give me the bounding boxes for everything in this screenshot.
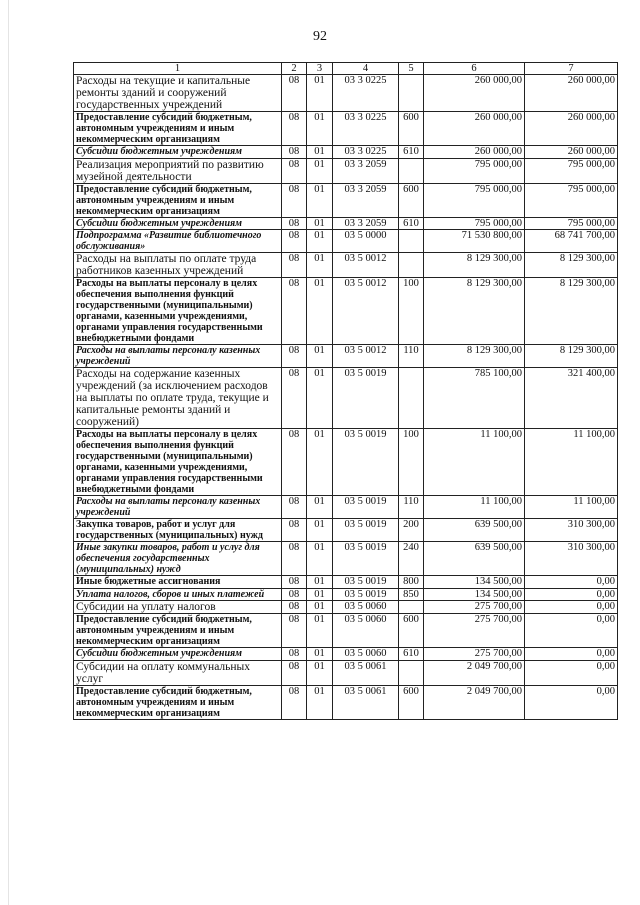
row-amount-year-2: 260 000,00 bbox=[525, 146, 618, 159]
row-amount-year-2: 795 000,00 bbox=[525, 217, 618, 230]
row-target-code: 03 5 0019 bbox=[333, 576, 399, 589]
row-target-code: 03 5 0019 bbox=[333, 368, 399, 429]
row-subsection: 01 bbox=[307, 368, 333, 429]
row-amount-year-2: 321 400,00 bbox=[525, 368, 618, 429]
row-amount-year-2: 0,00 bbox=[525, 660, 618, 685]
row-subsection: 01 bbox=[307, 576, 333, 589]
row-amount-year-1: 795 000,00 bbox=[424, 183, 525, 217]
row-expense-type: 600 bbox=[399, 685, 424, 719]
row-amount-year-2: 0,00 bbox=[525, 614, 618, 648]
row-amount-year-1: 11 100,00 bbox=[424, 496, 525, 519]
row-subsection: 01 bbox=[307, 429, 333, 496]
row-section: 08 bbox=[282, 368, 307, 429]
row-amount-year-1: 795 000,00 bbox=[424, 217, 525, 230]
row-amount-year-2: 795 000,00 bbox=[525, 158, 618, 183]
budget-table bbox=[73, 62, 618, 720]
header-cell: 7 bbox=[525, 63, 618, 75]
row-name: Уплата налогов, сборов и иных платежей bbox=[74, 588, 282, 601]
row-target-code: 03 5 0000 bbox=[333, 230, 399, 253]
row-section: 08 bbox=[282, 648, 307, 661]
row-expense-type: 850 bbox=[399, 588, 424, 601]
row-target-code: 03 5 0012 bbox=[333, 345, 399, 368]
row-amount-year-1: 8 129 300,00 bbox=[424, 278, 525, 345]
row-expense-type bbox=[399, 230, 424, 253]
table-row bbox=[74, 146, 618, 159]
row-amount-year-2: 310 300,00 bbox=[525, 519, 618, 542]
row-section: 08 bbox=[282, 588, 307, 601]
table-row bbox=[74, 278, 618, 345]
row-name: Субсидии бюджетным учреждениям bbox=[74, 146, 282, 159]
table-row bbox=[74, 685, 618, 719]
row-expense-type: 200 bbox=[399, 519, 424, 542]
row-name: Расходы на выплаты персоналу казенных учреждений bbox=[74, 345, 282, 368]
row-amount-year-2: 8 129 300,00 bbox=[525, 345, 618, 368]
row-expense-type: 800 bbox=[399, 576, 424, 589]
row-subsection: 01 bbox=[307, 230, 333, 253]
header-cell: 5 bbox=[399, 63, 424, 75]
table-row bbox=[74, 576, 618, 589]
row-amount-year-2: 8 129 300,00 bbox=[525, 253, 618, 278]
row-target-code: 03 3 2059 bbox=[333, 217, 399, 230]
row-expense-type bbox=[399, 368, 424, 429]
row-expense-type: 110 bbox=[399, 345, 424, 368]
row-amount-year-1: 8 129 300,00 bbox=[424, 253, 525, 278]
row-subsection: 01 bbox=[307, 253, 333, 278]
row-subsection: 01 bbox=[307, 183, 333, 217]
row-amount-year-1: 71 530 800,00 bbox=[424, 230, 525, 253]
row-name: Субсидии бюджетным учреждениям bbox=[74, 217, 282, 230]
row-amount-year-2: 68 741 700,00 bbox=[525, 230, 618, 253]
table-row bbox=[74, 253, 618, 278]
row-section: 08 bbox=[282, 660, 307, 685]
row-section: 08 bbox=[282, 112, 307, 146]
row-name: Предоставление субсидий бюджетным, автономным учреждениям и иным некоммерческим организациям bbox=[74, 183, 282, 217]
row-expense-type bbox=[399, 158, 424, 183]
row-section: 08 bbox=[282, 429, 307, 496]
row-amount-year-1: 275 700,00 bbox=[424, 601, 525, 614]
table-row bbox=[74, 496, 618, 519]
row-subsection: 01 bbox=[307, 345, 333, 368]
row-subsection: 01 bbox=[307, 614, 333, 648]
row-expense-type bbox=[399, 660, 424, 685]
row-target-code: 03 5 0061 bbox=[333, 685, 399, 719]
row-amount-year-2: 0,00 bbox=[525, 685, 618, 719]
table-row bbox=[74, 217, 618, 230]
row-amount-year-2: 260 000,00 bbox=[525, 112, 618, 146]
row-amount-year-2: 0,00 bbox=[525, 648, 618, 661]
row-expense-type: 100 bbox=[399, 278, 424, 345]
row-subsection: 01 bbox=[307, 75, 333, 112]
table-body bbox=[74, 63, 618, 720]
row-amount-year-1: 639 500,00 bbox=[424, 519, 525, 542]
table-row bbox=[74, 519, 618, 542]
table-row bbox=[74, 601, 618, 614]
row-target-code: 03 3 2059 bbox=[333, 158, 399, 183]
row-amount-year-1: 275 700,00 bbox=[424, 614, 525, 648]
header-cell: 4 bbox=[333, 63, 399, 75]
row-target-code: 03 5 0012 bbox=[333, 278, 399, 345]
table-row bbox=[74, 588, 618, 601]
row-subsection: 01 bbox=[307, 496, 333, 519]
row-section: 08 bbox=[282, 685, 307, 719]
row-target-code: 03 3 0225 bbox=[333, 112, 399, 146]
row-amount-year-1: 2 049 700,00 bbox=[424, 685, 525, 719]
row-amount-year-1: 134 500,00 bbox=[424, 576, 525, 589]
table-header-row bbox=[74, 63, 618, 75]
table-row bbox=[74, 158, 618, 183]
row-name: Предоставление субсидий бюджетным, автономным учреждениям и иным некоммерческим организациям bbox=[74, 685, 282, 719]
row-subsection: 01 bbox=[307, 278, 333, 345]
header-cell: 6 bbox=[424, 63, 525, 75]
table-row bbox=[74, 660, 618, 685]
row-expense-type bbox=[399, 75, 424, 112]
row-name: Предоставление субсидий бюджетным, автономным учреждениям и иным некоммерческим организациям bbox=[74, 614, 282, 648]
row-expense-type: 600 bbox=[399, 112, 424, 146]
row-name: Иные бюджетные ассигнования bbox=[74, 576, 282, 589]
table-row bbox=[74, 345, 618, 368]
row-subsection: 01 bbox=[307, 158, 333, 183]
row-section: 08 bbox=[282, 75, 307, 112]
row-name: Закупка товаров, работ и услуг для государственных (муниципальных) нужд bbox=[74, 519, 282, 542]
row-amount-year-1: 795 000,00 bbox=[424, 158, 525, 183]
row-expense-type: 600 bbox=[399, 614, 424, 648]
row-expense-type: 600 bbox=[399, 183, 424, 217]
row-subsection: 01 bbox=[307, 112, 333, 146]
row-target-code: 03 3 2059 bbox=[333, 183, 399, 217]
row-amount-year-2: 310 300,00 bbox=[525, 542, 618, 576]
row-target-code: 03 5 0019 bbox=[333, 496, 399, 519]
row-subsection: 01 bbox=[307, 588, 333, 601]
row-subsection: 01 bbox=[307, 146, 333, 159]
table-row bbox=[74, 368, 618, 429]
row-section: 08 bbox=[282, 158, 307, 183]
row-target-code: 03 5 0012 bbox=[333, 253, 399, 278]
row-target-code: 03 5 0019 bbox=[333, 519, 399, 542]
row-amount-year-1: 134 500,00 bbox=[424, 588, 525, 601]
row-name: Расходы на выплаты персоналу в целях обеспечения выполнения функций государственными (муниципальными) органами, казенными учреждениями, органами управления государственными внебюджетными фондами bbox=[74, 429, 282, 496]
row-amount-year-1: 2 049 700,00 bbox=[424, 660, 525, 685]
row-subsection: 01 bbox=[307, 542, 333, 576]
header-cell: 1 bbox=[74, 63, 282, 75]
row-amount-year-1: 260 000,00 bbox=[424, 75, 525, 112]
row-section: 08 bbox=[282, 542, 307, 576]
row-amount-year-1: 8 129 300,00 bbox=[424, 345, 525, 368]
row-amount-year-1: 260 000,00 bbox=[424, 146, 525, 159]
row-name: Расходы на текущие и капитальные ремонты зданий и сооружений государственных учреждений bbox=[74, 75, 282, 112]
row-subsection: 01 bbox=[307, 601, 333, 614]
row-section: 08 bbox=[282, 576, 307, 589]
table-row bbox=[74, 112, 618, 146]
table-row bbox=[74, 542, 618, 576]
row-expense-type bbox=[399, 601, 424, 614]
row-expense-type: 100 bbox=[399, 429, 424, 496]
row-subsection: 01 bbox=[307, 660, 333, 685]
row-section: 08 bbox=[282, 183, 307, 217]
row-subsection: 01 bbox=[307, 519, 333, 542]
row-amount-year-2: 11 100,00 bbox=[525, 429, 618, 496]
row-amount-year-2: 260 000,00 bbox=[525, 75, 618, 112]
table-row bbox=[74, 429, 618, 496]
scan-edge bbox=[8, 0, 9, 905]
row-target-code: 03 5 0019 bbox=[333, 429, 399, 496]
row-section: 08 bbox=[282, 496, 307, 519]
row-name: Расходы на выплаты персоналу казенных учреждений bbox=[74, 496, 282, 519]
row-amount-year-1: 785 100,00 bbox=[424, 368, 525, 429]
row-expense-type: 610 bbox=[399, 217, 424, 230]
row-target-code: 03 5 0060 bbox=[333, 601, 399, 614]
row-amount-year-2: 8 129 300,00 bbox=[525, 278, 618, 345]
row-target-code: 03 3 0225 bbox=[333, 75, 399, 112]
row-section: 08 bbox=[282, 601, 307, 614]
row-target-code: 03 5 0019 bbox=[333, 542, 399, 576]
row-target-code: 03 3 0225 bbox=[333, 146, 399, 159]
row-amount-year-1: 260 000,00 bbox=[424, 112, 525, 146]
row-name: Субсидии бюджетным учреждениям bbox=[74, 648, 282, 661]
row-section: 08 bbox=[282, 217, 307, 230]
header-cell: 2 bbox=[282, 63, 307, 75]
row-expense-type: 240 bbox=[399, 542, 424, 576]
row-subsection: 01 bbox=[307, 217, 333, 230]
row-section: 08 bbox=[282, 345, 307, 368]
row-section: 08 bbox=[282, 253, 307, 278]
row-name: Субсидии на уплату налогов bbox=[74, 601, 282, 614]
row-expense-type: 610 bbox=[399, 146, 424, 159]
page-number: 92 bbox=[313, 29, 327, 44]
header-cell: 3 bbox=[307, 63, 333, 75]
row-expense-type bbox=[399, 253, 424, 278]
row-section: 08 bbox=[282, 614, 307, 648]
row-subsection: 01 bbox=[307, 685, 333, 719]
table-row bbox=[74, 183, 618, 217]
row-section: 08 bbox=[282, 230, 307, 253]
row-name: Расходы на выплаты персоналу в целях обеспечения выполнения функций государственными (муниципальными) органами, казенными учреждениями, органами управления государственными внебюджетными фондами bbox=[74, 278, 282, 345]
row-target-code: 03 5 0060 bbox=[333, 648, 399, 661]
table-row bbox=[74, 75, 618, 112]
row-amount-year-1: 275 700,00 bbox=[424, 648, 525, 661]
row-subsection: 01 bbox=[307, 648, 333, 661]
row-amount-year-2: 0,00 bbox=[525, 601, 618, 614]
row-amount-year-2: 0,00 bbox=[525, 576, 618, 589]
table-row bbox=[74, 230, 618, 253]
row-expense-type: 110 bbox=[399, 496, 424, 519]
row-name: Расходы на выплаты по оплате труда работников казенных учреждений bbox=[74, 253, 282, 278]
row-expense-type: 610 bbox=[399, 648, 424, 661]
table-row bbox=[74, 614, 618, 648]
row-amount-year-2: 0,00 bbox=[525, 588, 618, 601]
row-target-code: 03 5 0061 bbox=[333, 660, 399, 685]
row-section: 08 bbox=[282, 519, 307, 542]
row-name: Предоставление субсидий бюджетным, автономным учреждениям и иным некоммерческим организациям bbox=[74, 112, 282, 146]
row-amount-year-2: 11 100,00 bbox=[525, 496, 618, 519]
row-section: 08 bbox=[282, 146, 307, 159]
row-name: Реализация мероприятий по развитию музейной деятельности bbox=[74, 158, 282, 183]
row-amount-year-1: 639 500,00 bbox=[424, 542, 525, 576]
row-name: Подпрограмма «Развитие библиотечного обслуживания» bbox=[74, 230, 282, 253]
row-name: Иные закупки товаров, работ и услуг для обеспечения государственных (муниципальных) нужд bbox=[74, 542, 282, 576]
row-section: 08 bbox=[282, 278, 307, 345]
row-name: Расходы на содержание казенных учреждений (за исключением расходов на выплаты по оплате труда, текущие и капитальные ремонты зданий и сооружений) bbox=[74, 368, 282, 429]
table-row bbox=[74, 648, 618, 661]
row-amount-year-1: 11 100,00 bbox=[424, 429, 525, 496]
row-target-code: 03 5 0060 bbox=[333, 614, 399, 648]
row-amount-year-2: 795 000,00 bbox=[525, 183, 618, 217]
row-name: Субсидии на оплату коммунальных услуг bbox=[74, 660, 282, 685]
row-target-code: 03 5 0019 bbox=[333, 588, 399, 601]
